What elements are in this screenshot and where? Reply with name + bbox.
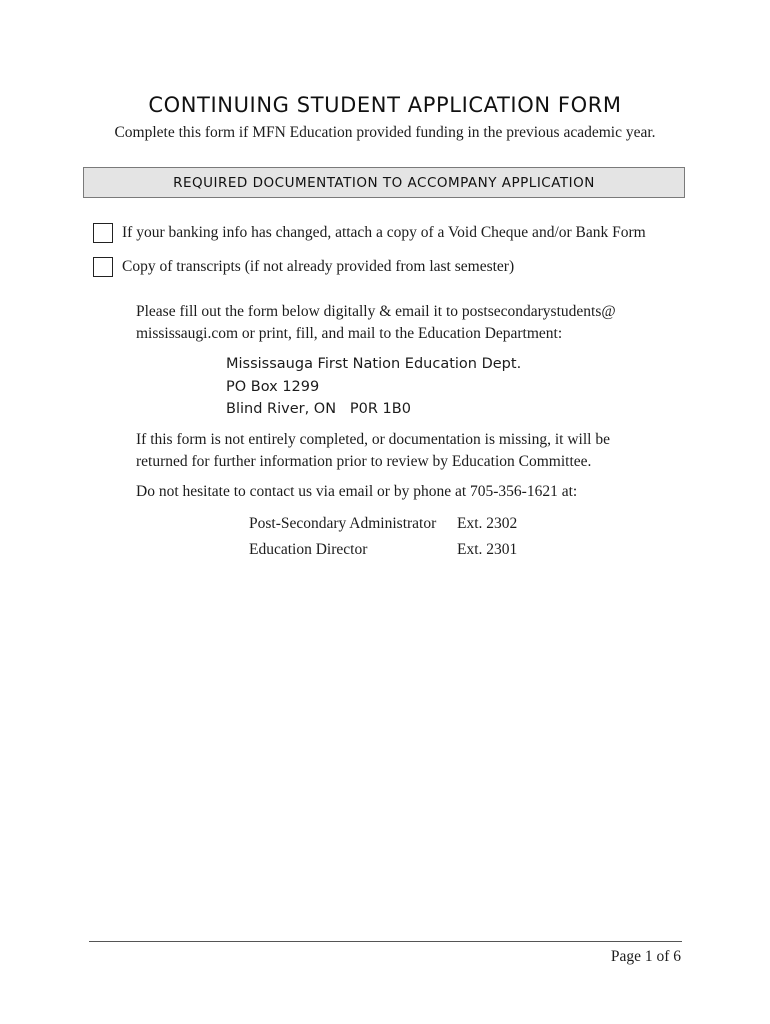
- incomplete-line-2: returned for further information prior to review by Education Committee.: [136, 453, 592, 470]
- transcripts-checkbox-label: Copy of transcripts (if not already provided from last semester): [122, 258, 515, 275]
- form-subtitle: Complete this form if MFN Education provided funding in the previous academic year.: [114, 124, 656, 141]
- page-number: Page 1 of 6: [610, 948, 681, 965]
- incomplete-line-1: If this form is not entirely completed, or documentation is missing, it will be: [136, 431, 610, 448]
- contact-row: [249, 515, 517, 541]
- address-line-1: Mississauga First Nation Education Dept.: [226, 356, 522, 372]
- form-title: CONTINUING STUDENT APPLICATION FORM: [148, 93, 622, 117]
- contact-role: Post-Secondary Administrator: [249, 515, 437, 532]
- submission-line-2: mississaugi.com or print, fill, and mail to the Education Department:: [136, 325, 563, 342]
- incomplete-form-notice: [136, 429, 656, 473]
- mailing-address: [226, 353, 521, 421]
- checklist-item-banking[interactable]: [93, 221, 646, 245]
- section-heading-documentation: REQUIRED DOCUMENTATION TO ACCOMPANY APPLICATION: [83, 167, 685, 198]
- contact-role: Education Director: [249, 541, 368, 558]
- transcripts-checkbox[interactable]: [93, 257, 113, 277]
- submission-instructions: [136, 301, 656, 345]
- contact-row: [249, 541, 517, 567]
- checklist-item-transcripts[interactable]: [93, 255, 514, 279]
- submission-line-1: Please fill out the form below digitally & email it to postsecondarystudents@: [136, 303, 616, 320]
- banking-checkbox-label: If your banking info has changed, attach a copy of a Void Cheque and/or Bank Form: [122, 224, 646, 241]
- address-line-3: Blind River, ON P0R 1B0: [226, 401, 411, 417]
- footer-divider: [89, 941, 682, 942]
- contact-instructions: Do not hesitate to contact us via email or by phone at 705-356-1621 at:: [136, 483, 578, 500]
- contact-extension: Ext. 2301: [457, 541, 518, 558]
- address-line-2: PO Box 1299: [226, 378, 320, 395]
- banking-checkbox[interactable]: [93, 223, 113, 243]
- contact-list: [249, 515, 517, 567]
- contact-extension: Ext. 2302: [457, 515, 518, 532]
